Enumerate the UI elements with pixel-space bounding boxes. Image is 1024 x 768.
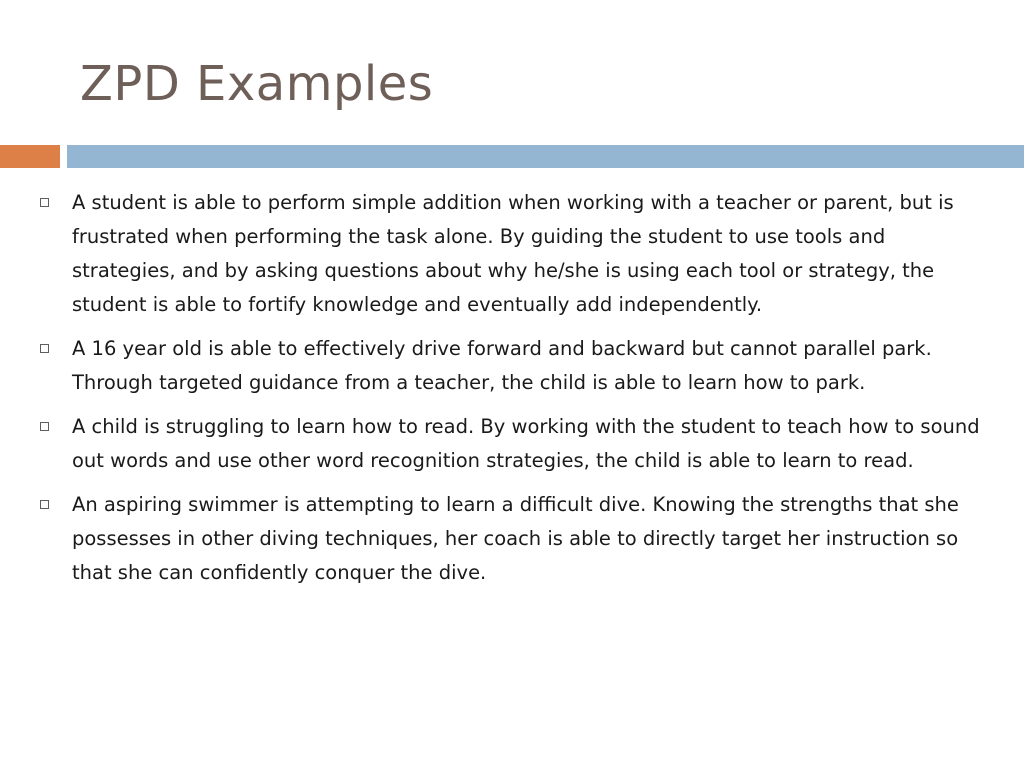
bullet-list <box>36 186 986 600</box>
bullet-item <box>36 186 986 322</box>
hollow-square-icon <box>40 422 49 431</box>
slide-title: ZPD Examples <box>80 56 434 112</box>
bullet-text: A child is struggling to learn how to read. By working with the student to teach how to sound out words and use other word recognition strategies, the child is able to learn to read. <box>72 415 980 472</box>
title-divider-bar <box>67 145 1024 168</box>
bullet-item <box>36 488 986 590</box>
bullet-text: A 16 year old is able to effectively drive forward and backward but cannot parallel park. Through targeted guidance from a teacher, the child is able to learn how to park. <box>72 337 932 394</box>
title-accent-bar <box>0 145 60 168</box>
bullet-text: A student is able to perform simple addition when working with a teacher or parent, but is frustrated when performing the task alone. By guiding the student to use tools and strategies, and by asking questions about why he/she is using each tool or strategy, the student is able to fortify knowledge and eventually add independently. <box>72 191 954 316</box>
bullet-item <box>36 332 986 400</box>
bullet-item <box>36 410 986 478</box>
hollow-square-icon <box>40 344 49 353</box>
hollow-square-icon <box>40 500 49 509</box>
hollow-square-icon <box>40 198 49 207</box>
bullet-text: An aspiring swimmer is attempting to learn a difficult dive. Knowing the strengths that she possesses in other diving techniques, her coach is able to directly target her instruction so that she can confidently conquer the dive. <box>72 493 959 584</box>
